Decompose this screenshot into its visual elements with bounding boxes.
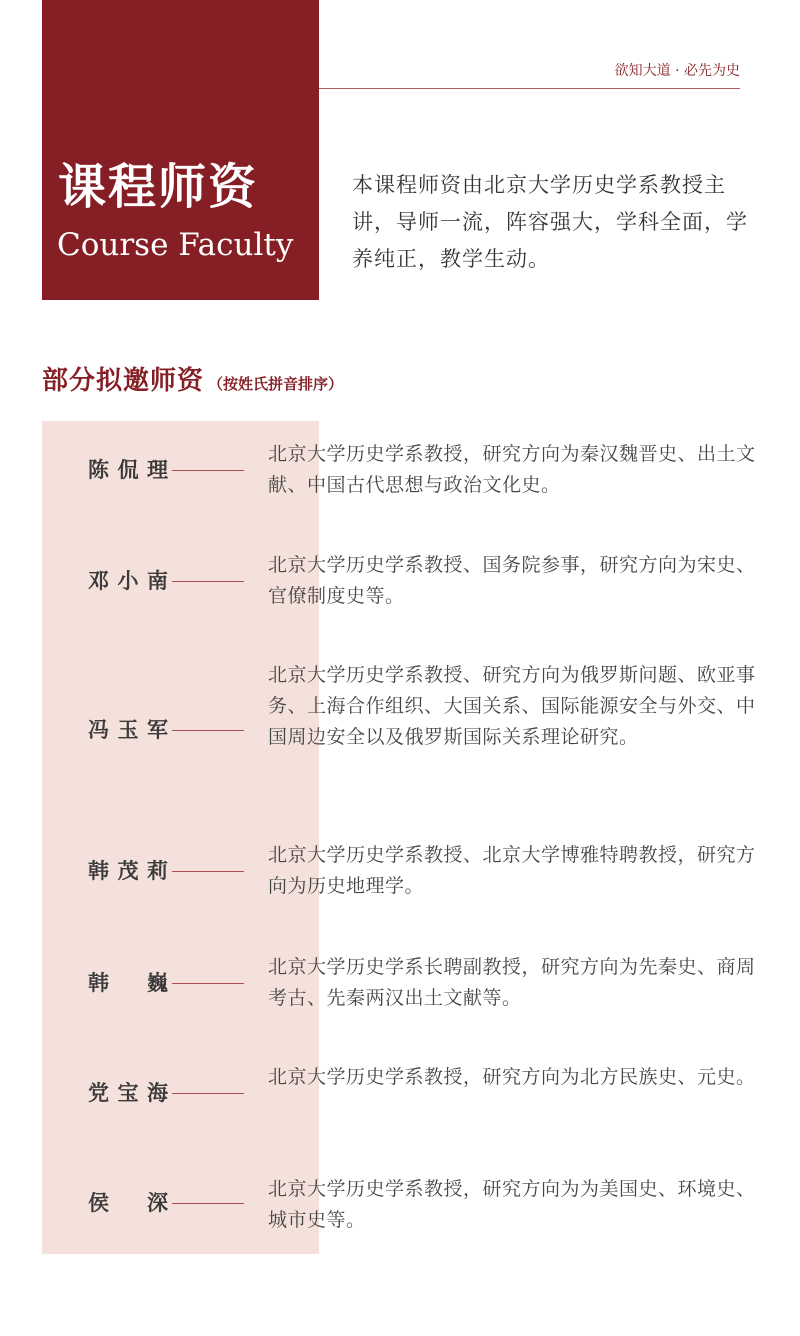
faculty-name: 韩茂莉 — [88, 859, 168, 883]
faculty-name: 侯深 — [88, 1191, 168, 1215]
faculty-description: 北京大学历史学系教授，研究方向为为美国史、环境史、城市史等。 — [268, 1178, 756, 1231]
faculty-name: 党宝海 — [88, 1081, 168, 1105]
faculty-description: 北京大学历史学系长聘副教授，研究方向为先秦史、商周考古、先秦两汉出土文献等。 — [268, 956, 756, 1009]
page-title: 课程师资 — [58, 159, 259, 215]
faculty-description: 北京大学历史学系教授、国务院参事，研究方向为宋史、官僚制度史等。 — [268, 554, 756, 607]
intro-paragraph: 本课程师资由北京大学历史学系教授主讲，导师一流，阵容强大，学科全面，学养纯正，教学生动。 — [352, 173, 748, 271]
faculty-description: 北京大学历史学系教授、研究方向为俄罗斯问题、欧亚事务、上海合作组织、大国关系、国际能源安全与外交、中国周边安全以及俄罗斯国际关系理论研究。 — [268, 664, 756, 748]
faculty-connector-line — [172, 983, 244, 984]
faculty-name: 邓小南 — [88, 569, 168, 593]
faculty-description: 北京大学历史学系教授，研究方向为北方民族史、元史。 — [268, 1066, 756, 1088]
section-note: （按姓氏拼音排序） — [208, 375, 344, 393]
faculty-name: 陈侃理 — [88, 458, 168, 482]
faculty-name: 冯玉军 — [88, 718, 168, 742]
faculty-connector-line — [172, 871, 244, 872]
motto-text: 欲知大道 · 必先为史 — [614, 63, 740, 79]
faculty-description: 北京大学历史学系教授、北京大学博雅特聘教授，研究方向为历史地理学。 — [268, 844, 756, 897]
faculty-description: 北京大学历史学系教授，研究方向为秦汉魏晋史、出土文献、中国古代思想与政治文化史。 — [268, 443, 756, 496]
faculty-connector-line — [172, 730, 244, 731]
faculty-connector-line — [172, 1093, 244, 1094]
faculty-connector-line — [172, 581, 244, 582]
faculty-connector-line — [172, 470, 244, 471]
faculty-name: 韩巍 — [88, 971, 168, 995]
section-title: 部分拟邀师资 — [42, 366, 205, 396]
faculty-connector-line — [172, 1203, 244, 1204]
page-subtitle: Course Faculty — [57, 227, 294, 263]
